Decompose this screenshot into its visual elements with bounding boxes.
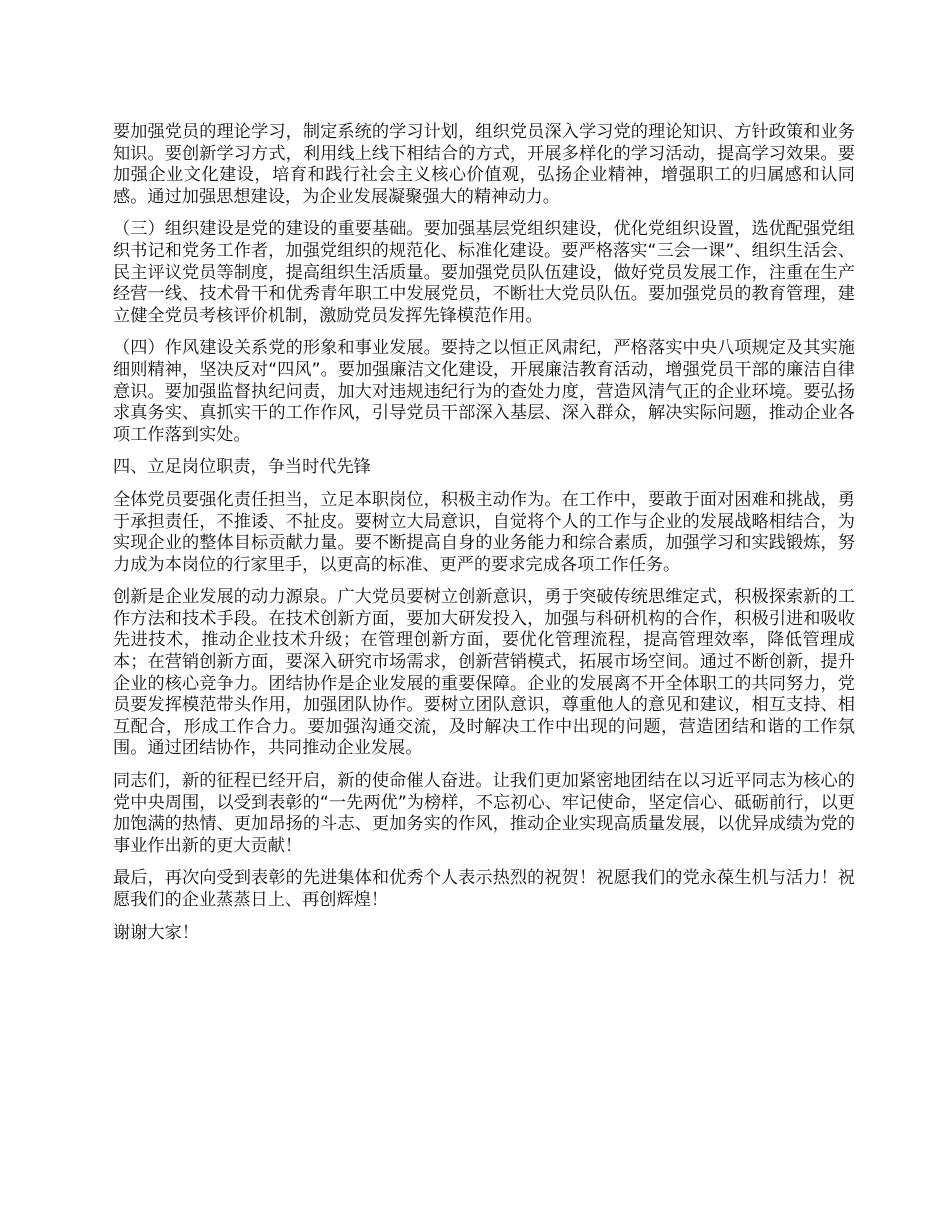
paragraph-style-building: （四）作风建设关系党的形象和事业发展。要持之以恒正风肃纪，严格落实中央八项规定及其实施细则精神，坚决反对“四风”。要加强廉洁文化建设，开展廉洁教育活动，增强党员干部的廉洁自律意识。要加强监督执纪问责，加大对违规违纪行为的查处力度，营造风清气正的企业环境。要弘扬求真务实、真抓实干的工作作风，引导党员干部深入基层、深入群众，解决实际问题，推动企业各项工作落到实处。 [113,338,855,445]
section-heading: 四、立足岗位职责，争当时代先锋 [113,457,371,478]
paragraph-thanks: 谢谢大家！ [113,922,199,943]
paragraph-theory-study: 要加强党员的理论学习，制定系统的学习计划，组织党员深入学习党的理论知识、方针政策和业务知识。要创新学习方式，利用线上线下相结合的方式，开展多样化的学习活动，提高学习效果。要加强企业文化建设，培育和践行社会主义核心价值观，弘扬企业精神，增强职工的归属感和认同感。通过加强思想建设，为企业发展凝聚强大的精神动力。 [113,122,855,207]
paragraph-organization-building: （三）组织建设是党的建设的重要基础。要加强基层党组织建设，优化党组织设置，选优配强党组织书记和党务工作者，加强党组织的规范化、标准化建设。要严格落实“三会一课”、组织生活会、民主评议党员等制度，提高组织生活质量。要加强党员队伍建设，做好党员发展工作，注重在生产经营一线、技术骨干和优秀青年职工中发展党员，不断壮大党员队伍。要加强党员的教育管理，建立健全党员考核评价机制，激励党员发挥先锋模范作用。 [113,219,855,326]
paragraph-responsibility: 全体党员要强化责任担当，立足本职岗位，积极主动作为。在工作中，要敢于面对困难和挑战，勇于承担责任，不推诿、不扯皮。要树立大局意识，自觉将个人的工作与企业的发展战略相结合，为实现企业的整体目标贡献力量。要不断提高自身的业务能力和综合素质，加强学习和实践锻炼，努力成为本岗位的行家里手，以更高的标准、更严的要求完成各项工作任务。 [113,489,855,575]
document-page [113,122,855,955]
paragraph-congratulations: 最后，再次向受到表彰的先进集体和优秀个人表示热烈的祝贺！祝愿我们的党永葆生机与活力！祝愿我们的企业蒸蒸日上、再创辉煌！ [113,868,855,910]
paragraph-innovation: 创新是企业发展的动力源泉。广大党员要树立创新意识，勇于突破传统思维定式，积极探索新的工作方法和技术手段。在技术创新方面，要加大研发投入，加强与科研机构的合作，积极引进和吸收先进技术，推动企业技术升级；在管理创新方面，要优化管理流程，提高管理效率，降低管理成本；在营销创新方面，要深入研究市场需求，创新营销模式，拓展市场空间。通过不断创新，提升企业的核心竞争力。团结协作是企业发展的重要保障。企业的发展离不开全体职工的共同努力，党员要发挥模范带头作用，加强团队协作。要树立团队意识，尊重他人的意见和建议，相互支持、相互配合，形成工作合力。要加强沟通交流，及时解决工作中出现的问题，营造团结和谐的工作氛围。通过团结协作，共同推动企业发展。 [113,587,855,759]
paragraph-comrades: 同志们，新的征程已经开启，新的使命催人奋进。让我们更加紧密地团结在以习近平同志为核心的党中央周围，以受到表彰的“一先两优”为榜样，不忘初心、牢记使命，坚定信心、砥砺前行，以更加饱满的热情、更加昂扬的斗志、更加务实的作风，推动企业实现高质量发展，以优异成绩为党的事业作出新的更大贡献！ [113,771,855,856]
